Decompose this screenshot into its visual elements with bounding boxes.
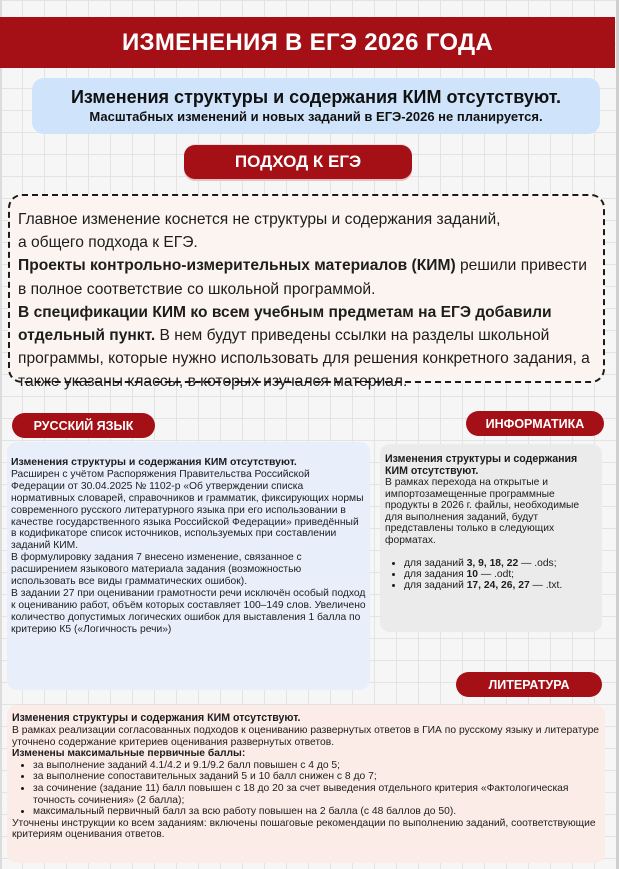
literature-score-list [33,760,601,818]
format-prefix: для задания [404,568,467,580]
format-suffix: — .ods; [518,557,557,569]
format-tasks: 3, 9, 18, 22 [466,557,519,569]
approach-paragraph-3 [18,301,597,394]
informatics-tag [466,411,604,436]
summary-box [32,78,600,134]
literature-card-heading: Изменения структуры и содержания КИМ отсутствуют. [12,712,301,724]
page-title: ИЗМЕНЕНИЯ В ЕГЭ 2026 ГОДА [121,28,494,56]
russian-tag-label: РУССКИЙ ЯЗЫК [33,418,134,433]
russian-card-heading: Изменения структуры и содержания КИМ отсутствуют. [11,456,297,468]
format-suffix: — .txt. [529,580,563,592]
informatics-tag-label: ИНФОРМАТИКА [485,416,585,431]
russian-card-paragraph-2: В формулировку задания 7 внесено изменение, связанное с расширением языкового материала задания (возможностью использовать все виды грамматических ошибок). [11,552,302,588]
informatics-card [380,444,602,632]
format-tasks: 17, 24, 26, 27 [466,580,530,592]
list-item: • за выполнение заданий 4.1/4.2 и 9.1/9.2 балл повышен с 4 до 5; [33,760,601,772]
informatics-card-body: В рамках перехода на открытые и импортозамещенные программные продукты в 2026 г. файлы, необходимые для выполнения заданий, будут представлены только в следующих форматах. [385,477,580,546]
russian-card-paragraph-1: Расширен с учётом Распоряжения Правительства Российской Федерации от 30.04.2025 № 1102-р «Об утверждении списка нормативных словарей, справочников и грамматик, фиксирующих нормы современного русского литературного языка при его использовании в качестве государственного языка Российской Федерации» приведённый в кодификаторе список источников, используемых при составлении заданий КИМ. [11,468,364,552]
list-item [404,580,598,591]
summary-title: Изменения структуры и содержания КИМ отсутствуют. [70,87,562,107]
approach-box [8,194,605,391]
format-tasks: 10 [466,568,478,580]
literature-card-subheading: Изменены максимальные первичные баллы: [12,748,246,760]
approach-p1-line2: а общего подхода к ЕГЭ. [18,234,198,252]
approach-paragraph-2 [18,254,597,300]
format-prefix: для заданий [404,580,467,592]
approach-heading: ПОДХОД К ЕГЭ [234,152,362,171]
approach-p1-line1: Главное изменение коснется не структуры и содержания заданий, [18,211,501,228]
page-left-border [0,0,2,869]
summary-subtitle: Масштабных изменений и новых заданий в ЕГЭ-2026 не планируется. [89,109,543,124]
literature-tag [456,672,602,697]
format-suffix: — .odt; [477,568,515,580]
approach-heading-badge [184,145,412,179]
russian-card [7,442,370,690]
informatics-format-list [404,558,598,592]
approach-paragraph-1 [18,208,597,254]
approach-p2-bold: Проекты контрольно-измерительных материалов (КИМ) [18,257,456,275]
list-item: • за выполнение сопоставительных заданий 5 и 10 балл снижен с 8 до 7; [33,771,601,783]
list-item [404,569,598,580]
russian-card-paragraph-3: В задании 27 при оценивании грамотности речи исключён особый подход к оцениванию работ, объём которых составляет 100–149 слов. Увеличено количество допустимых логических ошибок для выставления 1 балла по критерию К5 («Логичность речи») [11,587,366,635]
literature-tag-label: ЛИТЕРАТУРА [488,677,570,692]
approach-p3-bold: В спецификации КИМ ко всем учебным предметам на ЕГЭ добавили отдельный пункт. [18,303,552,345]
list-item [404,558,598,569]
page-title-banner [0,17,615,68]
approach-p2-text: решили привести в полное соответствие со школьной программой. [18,257,587,298]
format-prefix: для заданий [404,557,467,569]
literature-card-paragraph-1: В рамках реализации согласованных подходов к оцениванию развернутых ответов в ГИА по русскому языку и литературе уточнено содержание критериев оценивания развернутых ответов. [12,725,600,748]
informatics-card-heading: Изменения структуры и содержания КИМ отсутствуют. [385,453,578,477]
list-item: • максимальный первичный балл за всю работу повышен на 2 балла (с 48 баллов до 50). [33,806,601,818]
russian-tag [12,413,155,438]
list-item: • за сочинение (задание 11) балл повышен с 18 до 20 за счет выведения отдельного критерия «Фактологическая точность сочинения» (2 балла); [33,783,601,806]
approach-p3-text: В нем будут приведены ссылки на разделы школьной программы, которые нужно использовать для решения конкретного задания, а также указаны классы, в которых изучался материал. [18,327,590,391]
literature-card [7,705,605,863]
literature-card-paragraph-2: Уточнены инструкции ко всем заданиям: включены пошаговые рекомендации по выполнению заданий, соответствующие критериям оценивания ответов. [12,817,596,841]
